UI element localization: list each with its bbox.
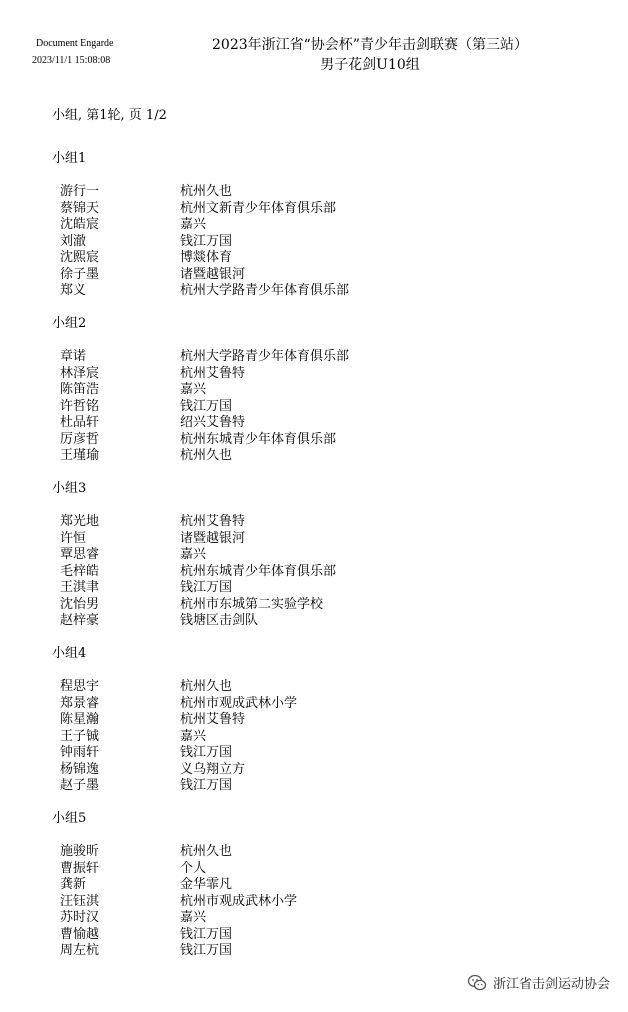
fencer-row xyxy=(0,349,628,366)
fencer-list xyxy=(0,514,628,630)
fencer-row xyxy=(0,564,628,581)
fencer-club: 义乌翔立方 xyxy=(180,761,246,777)
fencer-club: 嘉兴 xyxy=(180,910,207,925)
pool-group xyxy=(0,646,628,811)
app-name: Document Engarde xyxy=(36,38,114,49)
fencer-name: 章诺 xyxy=(60,349,87,364)
fencer-name: 许恒 xyxy=(60,530,87,546)
fencer-name: 厉彦哲 xyxy=(60,431,100,447)
pool-title: 小组3 xyxy=(52,481,87,496)
fencer-row xyxy=(0,201,628,218)
fencer-row xyxy=(0,250,628,267)
fencer-row xyxy=(0,514,628,531)
fencer-row xyxy=(0,778,628,795)
fencer-row xyxy=(0,696,628,713)
pool-group xyxy=(0,481,628,646)
fencer-row xyxy=(0,283,628,300)
fencer-row xyxy=(0,399,628,416)
fencer-name: 郑景睿 xyxy=(60,695,100,711)
fencer-club: 个人 xyxy=(180,860,207,876)
fencer-name: 钟雨轩 xyxy=(60,745,100,760)
pool-title: 小组5 xyxy=(52,811,87,826)
fencer-club: 诸暨越银河 xyxy=(180,266,246,282)
fencer-list xyxy=(0,679,628,795)
fencer-club: 杭州久也 xyxy=(180,184,233,199)
title-block xyxy=(160,35,580,75)
fencer-name: 赵子墨 xyxy=(60,778,100,793)
pool-list xyxy=(0,151,628,976)
fencer-club: 钱江万国 xyxy=(180,233,233,249)
fencer-row xyxy=(0,217,628,234)
round-info: 小组, 第1轮, 页 1/2 xyxy=(52,108,167,123)
pool-title: 小组1 xyxy=(52,151,87,166)
fencer-list xyxy=(0,349,628,465)
fencer-name: 王子铖 xyxy=(60,728,100,744)
fencer-club: 杭州文新青少年体育俱乐部 xyxy=(180,200,337,216)
fencer-list xyxy=(0,844,628,960)
fencer-name: 陈笛浩 xyxy=(60,382,100,397)
fencer-row xyxy=(0,712,628,729)
fencer-row xyxy=(0,613,628,630)
wechat-icon xyxy=(467,974,487,992)
fencer-club: 嘉兴 xyxy=(180,382,207,397)
fencer-name: 沈熙宸 xyxy=(60,250,100,265)
fencer-club: 钱塘区击剑队 xyxy=(180,613,259,628)
fencer-club: 钱江万国 xyxy=(180,943,233,958)
fencer-club: 杭州久也 xyxy=(180,448,233,463)
fencer-club: 金华霏凡 xyxy=(180,877,233,892)
fencer-name: 游行一 xyxy=(60,184,100,199)
fencer-club: 钱江万国 xyxy=(180,580,233,595)
fencer-name: 程思宇 xyxy=(60,679,100,694)
fencer-club: 杭州市东城第二实验学校 xyxy=(180,596,324,612)
fencer-row xyxy=(0,184,628,201)
fencer-row xyxy=(0,580,628,597)
fencer-name: 周左杭 xyxy=(60,943,100,958)
fencer-name: 陈星瀚 xyxy=(60,712,100,727)
fencer-club: 嘉兴 xyxy=(180,728,207,744)
fencer-club: 杭州大学路青少年体育俱乐部 xyxy=(180,349,350,364)
fencer-name: 汪钰淇 xyxy=(60,893,100,909)
fencer-row xyxy=(0,597,628,614)
fencer-row xyxy=(0,679,628,696)
fencer-name: 杜品轩 xyxy=(60,415,100,430)
fencer-club: 钱江万国 xyxy=(180,926,233,942)
fencer-row xyxy=(0,448,628,465)
fencer-row xyxy=(0,415,628,432)
fencer-row xyxy=(0,267,628,284)
fencer-row xyxy=(0,877,628,894)
fencer-name: 龚新 xyxy=(60,877,87,892)
fencer-club: 嘉兴 xyxy=(180,547,207,562)
fencer-row xyxy=(0,910,628,927)
fencer-row xyxy=(0,943,628,960)
fencer-name: 王淇聿 xyxy=(60,580,100,595)
fencer-row xyxy=(0,762,628,779)
fencer-name: 覃思睿 xyxy=(60,547,100,562)
fencer-club: 杭州市观成武林小学 xyxy=(180,893,298,909)
fencer-row xyxy=(0,234,628,251)
watermark-text: 浙江省击剑运动协会 xyxy=(492,977,610,992)
fencer-name: 沈皓宸 xyxy=(60,217,100,232)
fencer-club: 杭州东城青少年体育俱乐部 xyxy=(180,431,337,447)
fencer-name: 徐子墨 xyxy=(60,266,100,282)
fencer-name: 沈怡男 xyxy=(60,596,100,612)
pool-group xyxy=(0,316,628,481)
pool-group xyxy=(0,151,628,316)
fencer-row xyxy=(0,927,628,944)
fencer-name: 郑义 xyxy=(60,283,87,298)
fencer-club: 钱江万国 xyxy=(180,745,233,760)
pool-group xyxy=(0,811,628,976)
fencer-row xyxy=(0,432,628,449)
fencer-name: 施骏昕 xyxy=(60,844,100,859)
fencer-club: 嘉兴 xyxy=(180,217,207,232)
fencer-club: 杭州艾鲁特 xyxy=(180,712,246,727)
pool-title: 小组2 xyxy=(52,316,87,331)
fencer-row xyxy=(0,531,628,548)
fencer-club: 杭州艾鲁特 xyxy=(180,365,246,381)
fencer-name: 郑光地 xyxy=(60,514,100,529)
fencer-name: 王瑾瑜 xyxy=(60,448,100,463)
fencer-row xyxy=(0,366,628,383)
pool-title: 小组4 xyxy=(52,646,87,661)
fencer-club: 诸暨越银河 xyxy=(180,530,246,546)
fencer-row xyxy=(0,729,628,746)
fencer-row xyxy=(0,382,628,399)
fencer-club: 杭州东城青少年体育俱乐部 xyxy=(180,563,337,579)
fencer-row xyxy=(0,894,628,911)
fencer-name: 毛梓皓 xyxy=(60,563,100,579)
page-subtitle: 男子花剑U10组 xyxy=(320,57,420,73)
fencer-club: 钱江万国 xyxy=(180,778,233,793)
fencer-club: 杭州久也 xyxy=(180,844,233,859)
fencer-name: 苏时汉 xyxy=(60,910,100,925)
fencer-name: 许哲铭 xyxy=(60,398,100,414)
fencer-name: 蔡锦天 xyxy=(60,200,100,216)
fencer-row xyxy=(0,547,628,564)
fencer-row xyxy=(0,745,628,762)
fencer-row xyxy=(0,844,628,861)
fencer-club: 博燚体育 xyxy=(180,250,233,265)
watermark xyxy=(467,973,610,992)
fencer-club: 杭州艾鲁特 xyxy=(180,514,246,529)
fencer-name: 赵梓豪 xyxy=(60,613,100,628)
fencer-club: 杭州市观成武林小学 xyxy=(180,695,298,711)
fencer-club: 绍兴艾鲁特 xyxy=(180,415,246,430)
timestamp: 2023/11/1 15:08:08 xyxy=(32,55,111,66)
fencer-club: 杭州久也 xyxy=(180,679,233,694)
fencer-row xyxy=(0,861,628,878)
fencer-name: 曹振轩 xyxy=(60,860,100,876)
fencer-name: 曹愉越 xyxy=(60,926,100,942)
fencer-list xyxy=(0,184,628,300)
fencer-club: 钱江万国 xyxy=(180,398,233,414)
fencer-name: 杨锦逸 xyxy=(60,761,100,777)
fencer-name: 刘澈 xyxy=(60,233,87,249)
fencer-name: 林泽宸 xyxy=(60,365,100,381)
page-title: 2023年浙江省“协会杯”青少年击剑联赛（第三站） xyxy=(212,37,528,53)
fencer-club: 杭州大学路青少年体育俱乐部 xyxy=(180,283,350,298)
